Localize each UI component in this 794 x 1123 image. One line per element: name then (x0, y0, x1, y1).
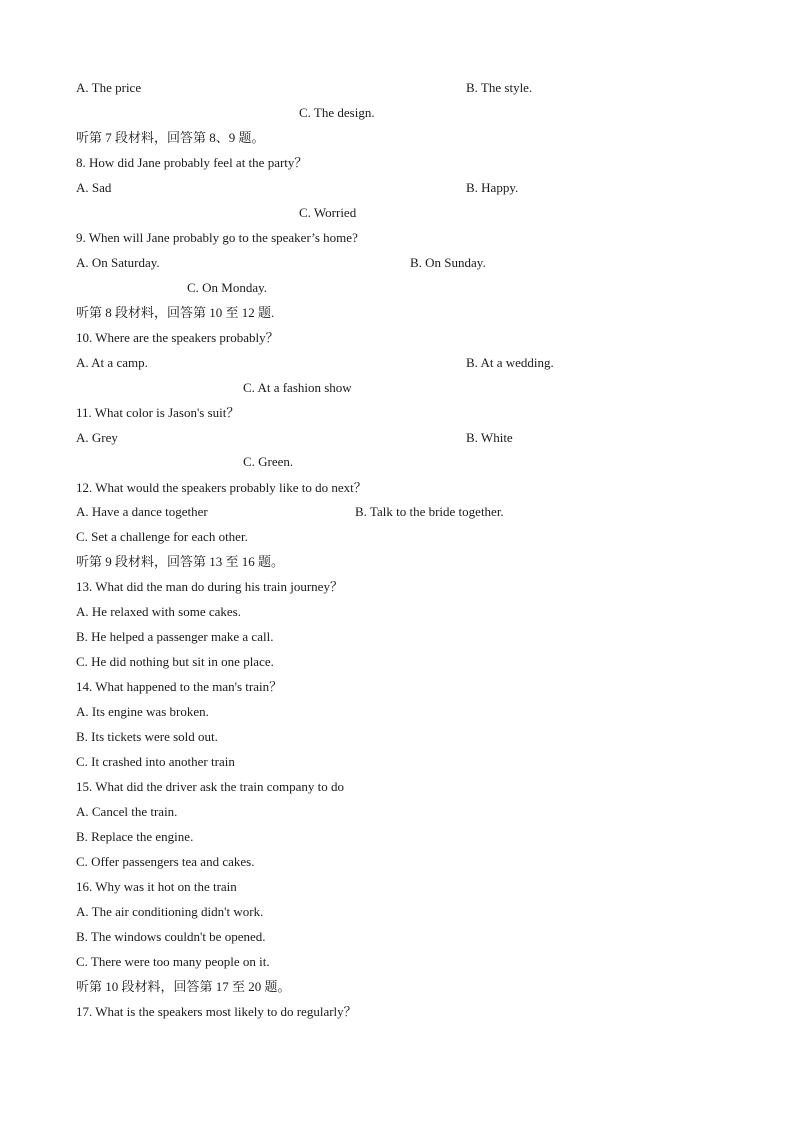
q13-option-b: B. He helped a passenger make a call. (76, 629, 274, 644)
q14-option-c: C. It crashed into another train (76, 754, 235, 769)
q16-option-c: C. There were too many people on it. (76, 954, 270, 969)
q16-question: 16. Why was it hot on the train (76, 879, 237, 894)
q9-option-a: A. On Saturday. (76, 255, 160, 270)
q8-question: 8. How did Jane probably feel at the party？ (76, 155, 308, 170)
q15-question: 15. What did the driver ask the train company to do (76, 779, 344, 794)
q9-option-b: B. On Sunday. (410, 255, 486, 270)
q14-option-b: B. Its tickets were sold out. (76, 729, 218, 744)
q11-question: 11. What color is Jason's suit？ (76, 405, 240, 420)
q11-option-b: B. White (466, 430, 513, 445)
q7-option-c: C. The design. (299, 105, 375, 120)
q9-option-c: C. On Monday. (187, 280, 268, 295)
q12-option-c: C. Set a challenge for each other. (76, 529, 248, 544)
q10-option-b: B. At a wedding. (466, 355, 554, 370)
section-7-instruction: 听第 7 段材料，回答第 8、9 题。 (76, 130, 265, 145)
q15-option-a: A. Cancel the train. (76, 804, 178, 819)
q16-option-b: B. The windows couldn't be opened. (76, 929, 266, 944)
section-9-instruction: 听第 9 段材料，回答第 13 至 16 题。 (76, 554, 285, 569)
section-8-instruction: 听第 8 段材料，回答第 10 至 12 题. (76, 305, 275, 320)
q12-option-a: A. Have a dance together (76, 504, 208, 519)
q7-option-a: A. The price (76, 80, 142, 95)
q14-option-a: A. Its engine was broken. (76, 704, 209, 719)
q13-option-c: C. He did nothing but sit in one place. (76, 654, 274, 669)
q9-question: 9. When will Jane probably go to the speaker’s home? (76, 230, 358, 245)
q16-option-a: A. The air conditioning didn't work. (76, 904, 264, 919)
q12-option-b: B. Talk to the bride together. (355, 504, 504, 519)
q13-option-a: A. He relaxed with some cakes. (76, 604, 241, 619)
q8-option-c: C. Worried (299, 205, 357, 220)
q14-question: 14. What happened to the man's train？ (76, 679, 283, 694)
q10-option-c: C. At a fashion show (243, 380, 352, 395)
q15-option-c: C. Offer passengers tea and cakes. (76, 854, 255, 869)
section-10-instruction: 听第 10 段材料，回答第 17 至 20 题。 (76, 979, 291, 994)
q8-option-b: B. Happy. (466, 180, 519, 195)
q10-question: 10. Where are the speakers probably？ (76, 330, 279, 345)
q8-option-a: A. Sad (76, 180, 112, 195)
q10-option-a: A. At a camp. (76, 355, 148, 370)
q11-option-a: A. Grey (76, 430, 118, 445)
q13-question: 13. What did the man do during his train journey？ (76, 579, 343, 594)
q17-question: 17. What is the speakers most likely to do regularly？ (76, 1004, 357, 1019)
q12-question: 12. What would the speakers probably like to do next？ (76, 480, 367, 495)
q7-option-b: B. The style. (466, 80, 533, 95)
q11-option-c: C. Green. (243, 454, 294, 469)
q15-option-b: B. Replace the engine. (76, 829, 194, 844)
